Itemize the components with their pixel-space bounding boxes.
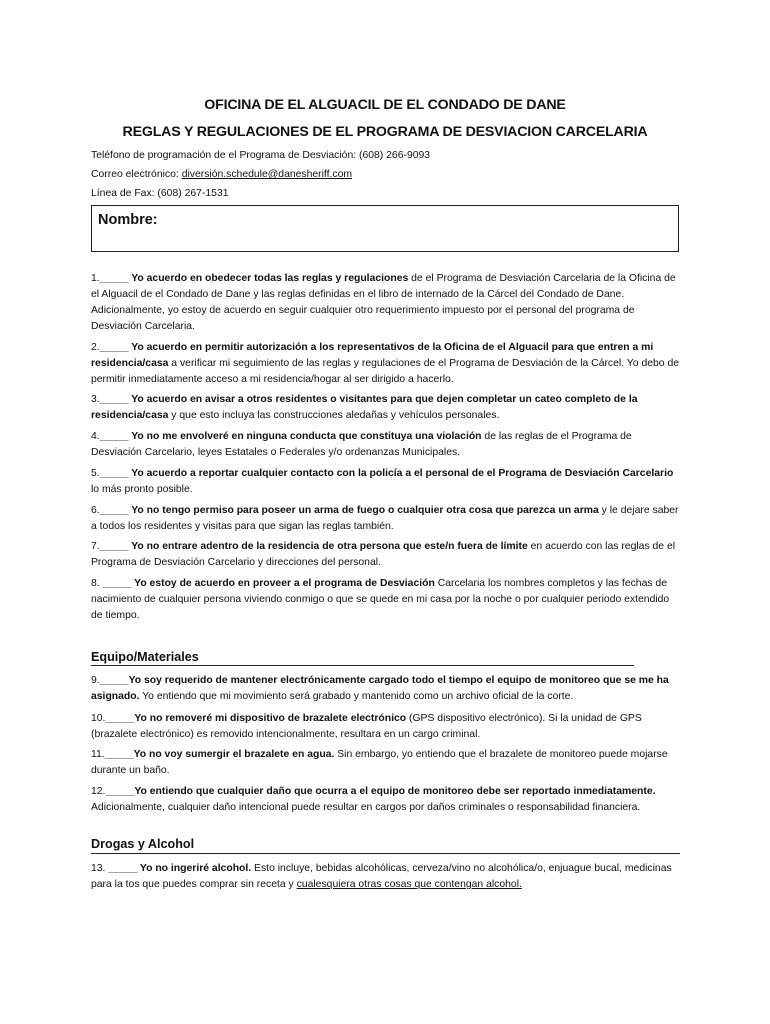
rule-bold: _____ Yo acuerdo en permitir autorización a los representativos de la Oficina de el Alguacil para que entren a mi residencia/casa	[91, 342, 654, 369]
office-title: OFICINA DE EL ALGUACIL DE EL CONDADO DE DANE	[204, 97, 566, 113]
rule-text: Esto incluye, bebidas alcohólicas, cerveza/vino no alcohólica/o, enjuague bucal, medicinas para la tos que puedes comprar sin receta y	[91, 863, 672, 890]
rule-2	[91, 340, 683, 388]
rule-12	[91, 784, 683, 816]
rule-bold: _____ Yo acuerdo en avisar a otros residentes o visitantes para que dejen completar un cateo completo de la residencia/casa	[91, 394, 638, 421]
rule-6	[91, 503, 683, 535]
rule-bold: _____ Yo no entrare adentro de la residencia de otra persona que este/n fuera de límite	[99, 541, 528, 552]
rule-number: 7.	[91, 541, 100, 552]
rule-bold: _____Yo no removeré mi dispositivo de brazalete electrónico	[105, 713, 407, 724]
rule-number: 6.	[91, 505, 100, 516]
rule-number: 13.	[91, 863, 109, 874]
rule-number: 2.	[91, 342, 100, 353]
rule-10	[91, 711, 683, 743]
rule-bold: _____ Yo estoy de acuerdo en proveer a el programa de Desviación	[102, 578, 435, 589]
email-link[interactable]: diversión.schedule@danesheriff.com	[181, 169, 353, 180]
rule-text: y le dejare saber a todos los residentes y visitas para que sigan las reglas también.	[91, 505, 679, 532]
rule-text: lo más pronto posible.	[91, 484, 193, 495]
rule-text: Carcelaria los nombres completos y las fechas de nacimiento de cualquier persona viviendo conmigo o que se quede en mi casa por la noche o por cualquier periodo extendido de tiempo.	[91, 578, 670, 621]
rule-bold: _____Yo no voy sumergir el brazalete en agua.	[104, 749, 335, 760]
rule-number: 5.	[91, 468, 100, 479]
rule-9	[91, 673, 683, 705]
name-field[interactable]	[91, 205, 679, 252]
rule-bold: _____ Yo no me envolveré en ninguna conducta que constituya una violación	[99, 431, 482, 442]
section-underline	[91, 665, 634, 666]
rule-text: y que esto incluya las construcciones aledañas y vehículos personales.	[168, 410, 500, 421]
rule-13	[91, 861, 683, 893]
rule-text: Adicionalmente, cualquier daño intencional puede resultar en cargos por daños criminales o responsabilidad financiera.	[91, 802, 641, 813]
name-label: Nombre:	[98, 212, 158, 228]
section-drugs-title: Drogas y Alcohol	[91, 837, 195, 851]
rule-7	[91, 539, 683, 571]
rule-number: 4.	[91, 431, 100, 442]
rule-1	[91, 271, 683, 335]
rule-5	[91, 466, 683, 498]
rule-3	[91, 392, 683, 424]
rule-number: 9.	[91, 675, 100, 686]
email-label: Correo electrónico:	[91, 169, 179, 180]
phone-line: Teléfono de programación de el Programa de Desviación: (608) 266-9093	[91, 150, 431, 161]
rule-text: Sin embargo, yo entiendo que el brazalete de monitoreo puede mojarse durante un baño.	[91, 749, 668, 776]
rule-bold: _____Yo entiendo que cualquier daño que ocurra a el equipo de monitoreo debe ser reportado inmediatamente.	[105, 786, 656, 797]
rule-number: 12.	[91, 786, 106, 797]
rule-text: Yo entiendo que mi movimiento será grabado y mantenido como un archivo oficial de la corte.	[139, 691, 574, 702]
rule-text: de el Programa de Desviación Carcelaria de la Oficina de el Alguacil de el Condado de Dane y las reglas definidas en el libro de internado de la Cárcel del Condado de Dane. Adicionalmente, yo estoy de acuerdo en seguir cualquier otro requerimiento impuesto por el personal del programa de Desviación Carcelaria.	[91, 273, 676, 332]
rule-bold: _____ Yo acuerdo a reportar cualquier contacto con la policía a el personal de el Programa de Desviación Carcelario	[99, 468, 674, 479]
fax-line: Línea de Fax: (608) 267-1531	[91, 188, 229, 199]
program-title: REGLAS Y REGULACIONES DE EL PROGRAMA DE DESVIACION CARCELARIA	[122, 124, 648, 140]
rule-underlined-text: cualesquiera otras cosas que contengan alcohol.	[296, 879, 522, 890]
rule-number: 1.	[91, 273, 100, 284]
rule-number: 11.	[91, 749, 105, 760]
rule-text: (GPS dispositivo electrónico). Si la unidad de GPS (brazalete electrónico) es removido intencionalmente, resultara en un cargo criminal.	[91, 713, 642, 740]
rule-4	[91, 429, 683, 461]
rule-number: 10.	[91, 713, 106, 724]
rule-11	[91, 747, 683, 779]
rule-text: a verificar mi seguimiento de las reglas y regulaciones de el Programa de Desviación de la Cárcel. Yo debo de permitir inmediatamente acceso a mi residencia/hogar al ser dirigido a hacerlo.	[91, 358, 679, 385]
rule-bold: _____ Yo no ingeriré alcohol.	[108, 863, 252, 874]
rule-text: de las reglas de el Programa de Desviación Carcelario, leyes Estatales o Federales y/o ordenanzas Municipales.	[91, 431, 632, 458]
rule-8	[91, 576, 683, 624]
rule-text: en acuerdo con las reglas de el Programa de Desviación Carcelario y direcciones del personal.	[91, 541, 676, 568]
section-equipment-title: Equipo/Materiales	[91, 650, 199, 664]
rule-number: 3.	[91, 394, 100, 405]
section-underline	[91, 853, 680, 854]
rule-bold: _____Yo soy requerido de mantener electrónicamente cargado todo el tiempo el equipo de monitoreo que se me ha asignado.	[91, 675, 669, 702]
rule-bold: _____ Yo acuerdo en obedecer todas las reglas y regulaciones	[99, 273, 409, 284]
rule-bold: _____ Yo no tengo permiso para poseer un arma de fuego o cualquier otra cosa que parezca un arma	[99, 505, 599, 516]
rule-number: 8.	[91, 578, 103, 589]
email-line	[91, 169, 352, 180]
